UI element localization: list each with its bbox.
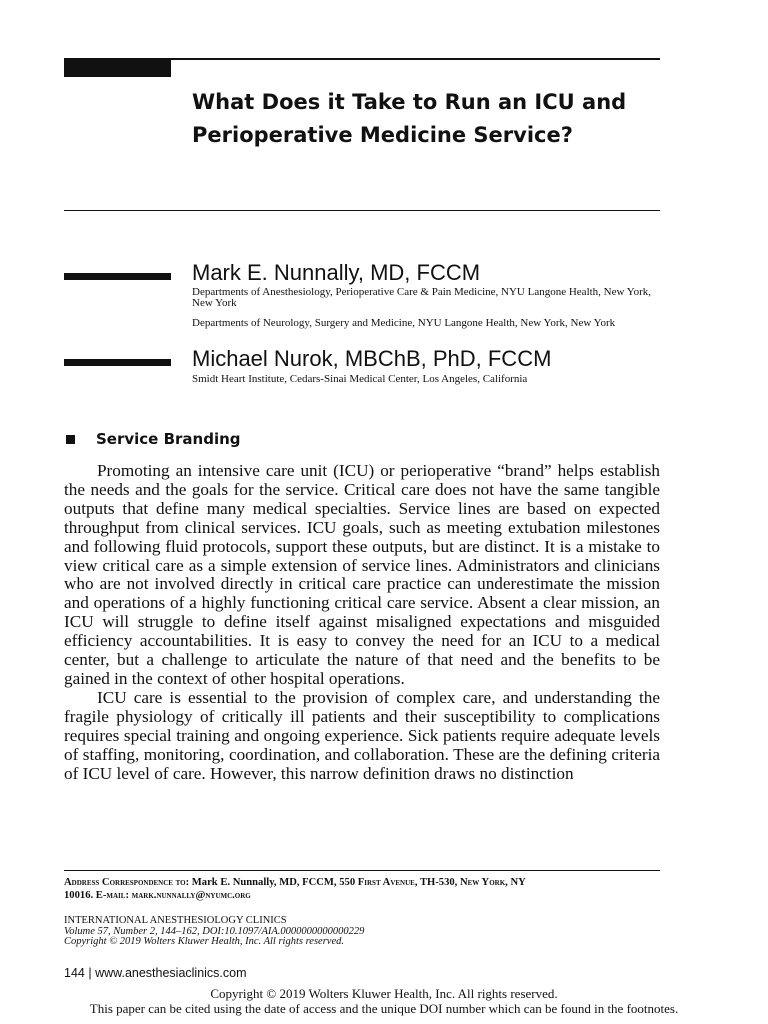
- author-2-bar: [64, 359, 171, 366]
- correspondence-street: First Avenue,: [357, 877, 418, 888]
- page-number: 144: [64, 966, 85, 980]
- correspondence-city: New York,: [459, 877, 508, 888]
- correspondence-suite: TH-530,: [419, 877, 458, 888]
- bottom-copyright: Copyright © 2019 Wolters Kluwer Health, Inc. All rights reserved.: [210, 986, 558, 1001]
- footnote-divider: [64, 870, 660, 871]
- citation-note: This paper can be cited using the date of access and the unique DOI number which can be found in the footnotes.: [89, 1001, 679, 1016]
- correspondence-note: [64, 876, 660, 902]
- correspondence-number: 550: [339, 877, 356, 888]
- paragraph-1: Promoting an intensive care unit (ICU) or perioperative “brand” helps establish the needs and the goals for the service. Critical care does not have the same tangible outputs that define many medical specialties. Service lines are based on expected throughput from clinical services. ICU goals, such as meeting extubation milestones and following fluid protocols, support these outputs, but are distinct. It is a mistake to view critical care as a simple extension of service lines. Administrators and clinicians who are not involved directly in critical care practice can underestimate the mission and operations of a highly functioning critical care service. Absent a clear mission, an ICU will struggle to define itself against misaligned expectations and misguided efficiency accountabilities. It is easy to convey the need for an ICU to a medical center, but a challenge to articulate the nature of that need and the benefits to be gained in the context of other hospital operations.: [64, 461, 660, 688]
- section-heading: Service Branding: [96, 430, 241, 448]
- email-label: E-mail:: [95, 890, 129, 901]
- section-bullet-icon: [66, 435, 75, 444]
- journal-info: [64, 916, 660, 948]
- journal-name: INTERNATIONAL ANESTHESIOLOGY CLINICS: [64, 915, 287, 926]
- author-1-affiliation-1: Departments of Anesthesiology, Perioperative Care & Pain Medicine, NYU Langone Health, New York, New York: [192, 286, 652, 309]
- correspondence-email[interactable]: mark.nunnally@nyumc.org: [131, 890, 251, 901]
- author-1-name: Mark E. Nunnally, MD, FCCM: [192, 260, 481, 285]
- author-2-affiliation-1: Smidt Heart Institute, Cedars-Sinai Medical Center, Los Angeles, California: [192, 373, 528, 385]
- correspondence-zip: 10016.: [64, 890, 94, 901]
- body-text: [64, 462, 660, 783]
- correspondence-label: Address Correspondence to:: [64, 877, 190, 888]
- journal-copyright: Copyright © 2019 Wolters Kluwer Health, Inc. All rights reserved.: [64, 936, 344, 947]
- author-1-affiliation-2: Departments of Neurology, Surgery and Medicine, NYU Langone Health, New York, New York: [192, 317, 616, 329]
- page-separator: |: [88, 966, 92, 980]
- article-title: What Does it Take to Run an ICU and Perioperative Medicine Service?: [192, 90, 627, 147]
- website-link[interactable]: www.anesthesiaclinics.com: [95, 966, 247, 980]
- author-1-bar: [64, 273, 171, 280]
- volume-doi: Volume 57, Number 2, 144–162, DOI:10.1097/AIA.0000000000000229: [64, 925, 365, 937]
- author-2-name: Michael Nurok, MBChB, PhD, FCCM: [192, 346, 552, 371]
- paragraph-2: ICU care is essential to the provision of complex care, and understanding the fragile physiology of critically ill patients and their susceptibility to complications requires special training and ongoing experience. Sick patients require adequate levels of staffing, monitoring, coordination, and collaboration. These are the defining criteria of ICU level of care. However, this narrow definition draws no distinction: [64, 687, 660, 783]
- correspondence-state: NY: [510, 877, 526, 888]
- correspondence-name: Mark E. Nunnally, MD, FCCM,: [191, 877, 337, 888]
- title-divider: [64, 210, 660, 211]
- page-footer: [64, 966, 247, 980]
- top-rule-block: [64, 58, 171, 77]
